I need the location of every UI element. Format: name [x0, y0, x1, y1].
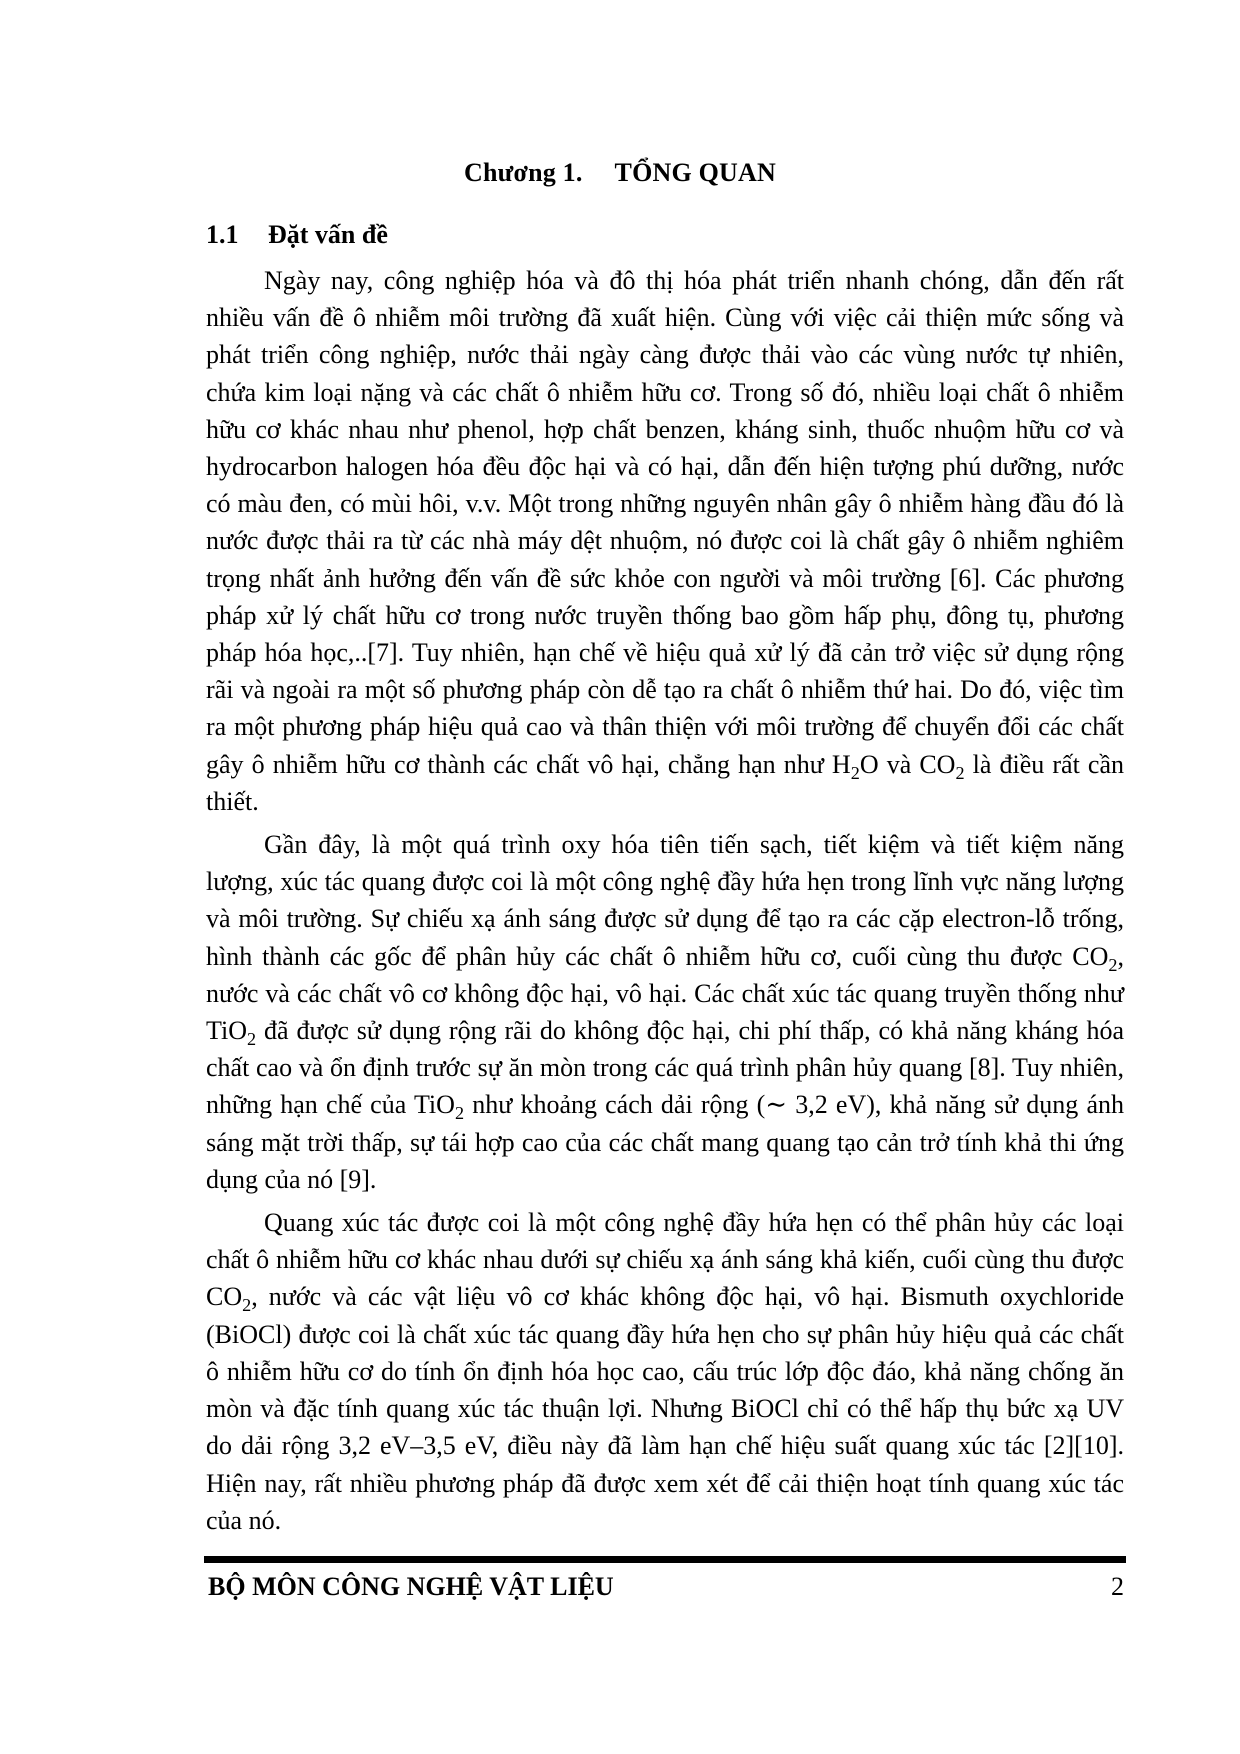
- chapter-number: Chương 1.: [464, 158, 583, 187]
- body-text: [206, 262, 1124, 1545]
- chapter-title: TỔNG QUAN: [614, 158, 776, 187]
- paragraph-3: Quang xúc tác được coi là một công nghệ đầy hứa hẹn có thể phân hủy các loại chất ô nhiễm hữu cơ khác nhau dưới sự chiếu xạ ánh sáng khả kiến, cuối cùng thu được $CO_2$, nước và các vật liệu vô cơ khác không độc hại, vô hại. Bismuth oxychloride (BiOCl) được coi là chất xúc tác quang đầy hứa hẹn cho sự phân hủy hiệu quả các chất ô nhiễm hữu cơ do tính ổn định hóa học cao, cấu trúc lớp độc đáo, khả năng chống ăn mòn và đặc tính quang xúc tác thuận lợi. Nhưng BiOCl chỉ có thể hấp thụ bức xạ UV do dải rộng 3,2 eV–3,5 eV, điều này đã làm hạn chế hiệu suất quang xúc tác [2][10]. Hiện nay, rất nhiều phương pháp đã được xem xét để cải thiện hoạt tính quang xúc tác của nó.: [206, 1208, 1124, 1535]
- paragraph-2: Gần đây, là một quá trình oxy hóa tiên tiến sạch, tiết kiệm và tiết kiệm năng lượng, xúc tác quang được coi là một công nghệ đầy hứa hẹn trong lĩnh vực năng lượng và môi trường. Sự chiếu xạ ánh sáng được sử dụng để tạo ra các cặp electron-lỗ trống, hình thành các gốc để phân hủy các chất ô nhiễm hữu cơ, cuối cùng thu được $CO_2$, nước và các chất vô cơ không độc hại, vô hại. Các chất xúc tác quang truyền thống như TiO$_2$ đã được sử dụng rộng rãi do không độc hại, chi phí thấp, có khả năng kháng hóa chất cao và ổn định trước sự ăn mòn trong các quá trình phân hủy quang [8]. Tuy nhiên, những hạn chế của TiO$_2$ như khoảng cách dải rộng (∼ 3,2 eV), khả năng sử dụng ánh sáng mặt trời thấp, sự tái hợp cao của các chất mang quang tạo cản trở tính khả thi ứng dụng của nó [9].: [206, 830, 1125, 1194]
- chapter-heading: [0, 158, 1240, 188]
- footer-department: BỘ MÔN CÔNG NGHỆ VẬT LIỆU: [208, 1572, 614, 1601]
- section-number: 1.1: [206, 220, 239, 249]
- section-title: Đặt vấn đề: [268, 220, 388, 249]
- section-heading: [206, 220, 388, 250]
- paragraph-1: Ngày nay, công nghiệp hóa và đô thị hóa phát triển nhanh chóng, dẫn đến rất nhiều vấn đề ô nhiễm môi trường đã xuất hiện. Cùng với việc cải thiện mức sống và phát triển công nghiệp, nước thải ngày càng được thải vào các vùng nước tự nhiên, chứa kim loại nặng và các chất ô nhiễm hữu cơ. Trong số đó, nhiều loại chất ô nhiễm hữu cơ khác nhau như phenol, hợp chất benzen, kháng sinh, thuốc nhuộm hữu cơ và hydrocarbon halogen hóa đều độc hại và có hại, dẫn đến hiện tượng phú dưỡng, nước có màu đen, có mùi hôi, v.v. Một trong những nguyên nhân gây ô nhiễm hàng đầu đó là nước được thải ra từ các nhà máy dệt nhuộm, nó được coi là chất gây ô nhiễm nghiêm trọng nhất ảnh hưởng đến vấn đề sức khỏe con người và môi trường [6]. Các phương pháp xử lý chất hữu cơ trong nước truyền thống bao gồm hấp phụ, đông tụ, phương pháp hóa học,..[7]. Tuy nhiên, hạn chế về hiệu quả xử lý đã cản trở việc sử dụng rộng rãi và ngoài ra một số phương pháp còn dễ tạo ra chất ô nhiễm thứ hai. Do đó, việc tìm ra một phương pháp hiệu quả cao và thân thiện với môi trường để chuyển đổi các chất gây ô nhiễm hữu cơ thành các chất vô hại, chẳng hạn như $H_2O$ và $CO_2$ là điều rất cần thiết.: [206, 266, 1125, 816]
- page-number: 2: [1111, 1572, 1124, 1601]
- footer-divider: [204, 1556, 1126, 1563]
